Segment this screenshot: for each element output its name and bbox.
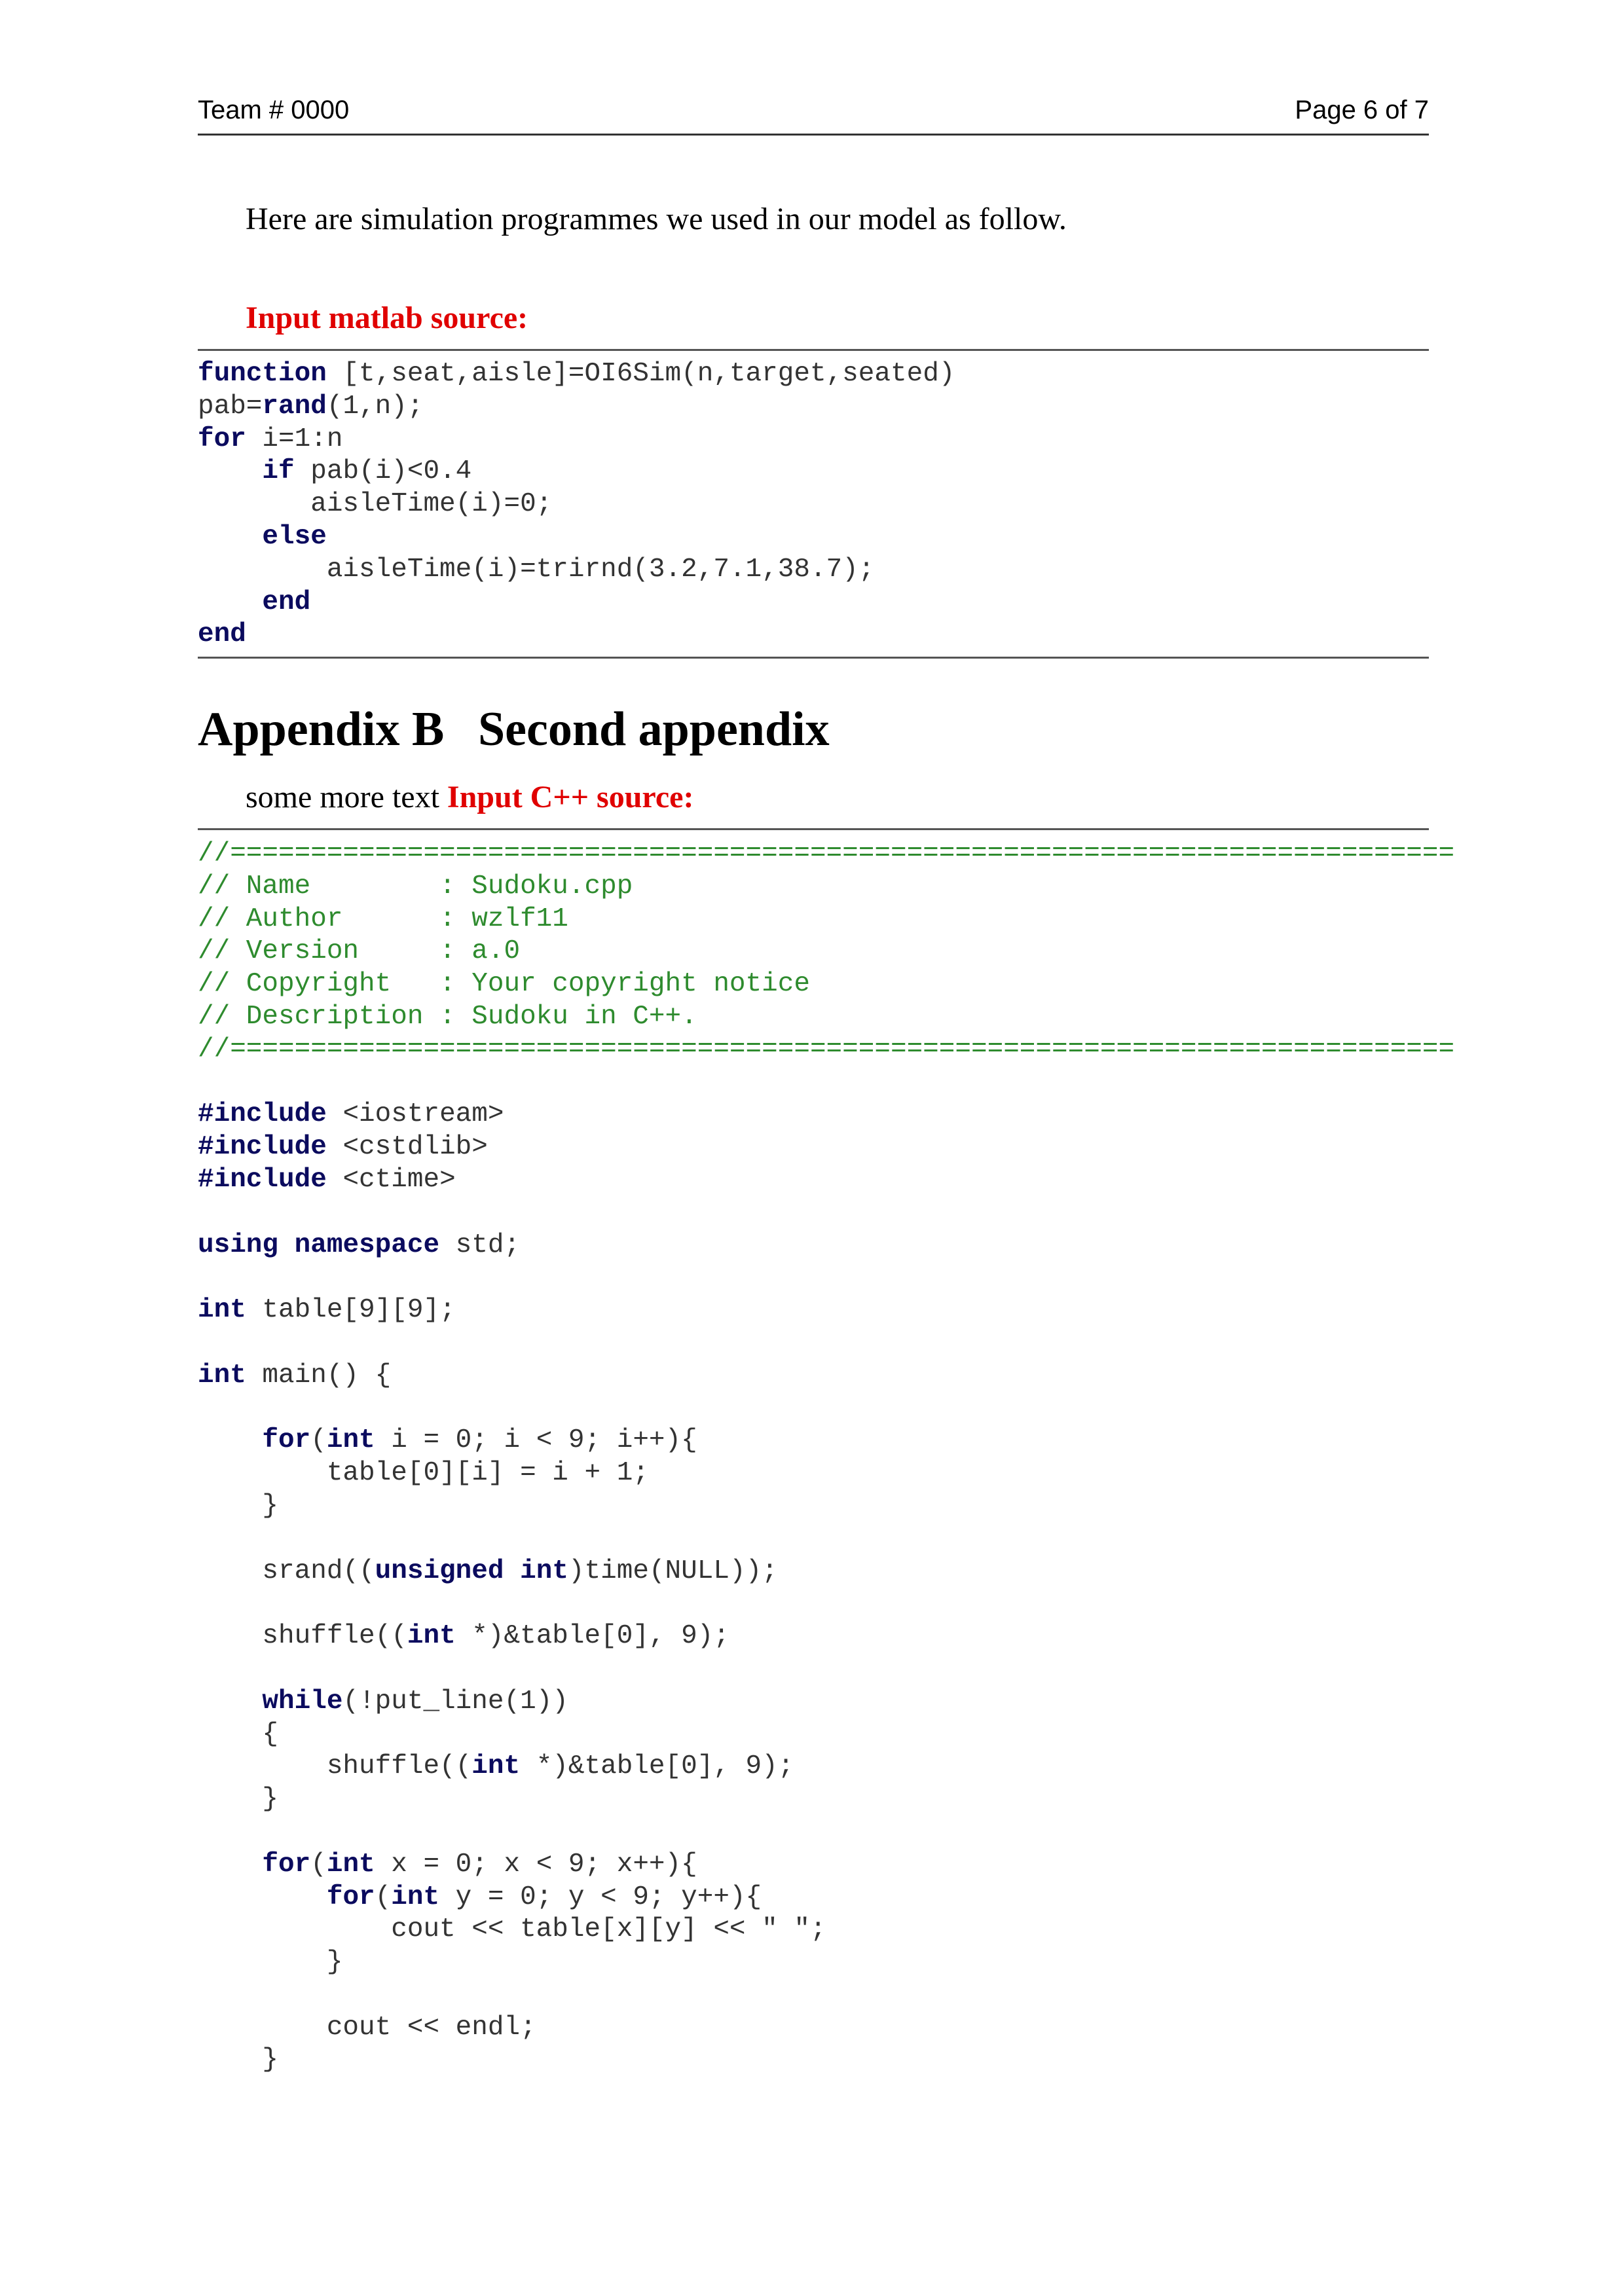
matlab-source-heading: Input matlab source: [246, 301, 528, 335]
code-line [198, 1393, 1507, 1425]
code-text [198, 522, 262, 552]
appendix-heading [198, 702, 830, 757]
code-text: { [198, 1719, 279, 1749]
code-keyword: else [262, 521, 327, 552]
code-line [198, 554, 1507, 587]
cpp-listing-top-rule [198, 828, 1429, 830]
code-text: cout << endl; [198, 2012, 536, 2043]
code-keyword: int [198, 1360, 246, 1391]
code-line [198, 1066, 1507, 1099]
code-line [198, 1131, 1507, 1164]
code-text: <ctime> [326, 1164, 456, 1195]
code-keyword: end [262, 587, 311, 617]
code-text: pab= [198, 391, 263, 422]
code-keyword: function [198, 359, 327, 389]
code-line [198, 968, 1507, 1001]
code-keyword: for [326, 1882, 375, 1912]
code-keyword: while [262, 1686, 343, 1717]
code-line [198, 871, 1507, 903]
code-text: aisleTime(i)=0; [198, 489, 553, 520]
code-text: (1,n); [326, 391, 424, 422]
appendix-text: some more text [246, 780, 447, 814]
code-keyword: for [262, 1425, 311, 1456]
code-text: } [198, 2045, 279, 2075]
code-text: table[9][9]; [246, 1295, 456, 1326]
code-text: shuffle(( [198, 1751, 472, 1782]
code-line [198, 488, 1507, 521]
code-line [198, 1653, 1507, 1686]
code-text: shuffle(( [198, 1621, 407, 1652]
code-comment: // Author : wzlf11 [198, 903, 568, 934]
code-keyword: int [326, 1849, 375, 1880]
code-line [198, 1620, 1507, 1653]
code-keyword: for [198, 424, 246, 454]
code-text: } [198, 1490, 279, 1521]
code-text: x = 0; x < 9; x++){ [375, 1849, 697, 1880]
code-line [198, 1523, 1507, 1556]
code-text [198, 1850, 262, 1880]
code-line [198, 1556, 1507, 1588]
code-text: ( [310, 1849, 327, 1880]
code-text: y = 0; y < 9; y++){ [439, 1882, 762, 1912]
code-keyword: int [391, 1882, 440, 1912]
code-keyword: unsigned [375, 1556, 504, 1586]
code-keyword: rand [262, 391, 327, 422]
code-text: srand(( [198, 1556, 375, 1586]
code-line [198, 1457, 1507, 1490]
code-text: <iostream> [326, 1099, 504, 1130]
code-line [198, 1099, 1507, 1131]
matlab-listing-top-rule [198, 349, 1429, 351]
code-keyword: #include [198, 1099, 327, 1130]
code-line [198, 1360, 1507, 1393]
code-line [198, 1719, 1507, 1751]
code-line [198, 1164, 1507, 1197]
code-text: main() { [246, 1360, 392, 1391]
code-line [198, 1979, 1507, 2012]
code-text: ( [375, 1882, 392, 1912]
code-keyword: if [262, 456, 295, 487]
code-text: )time(NULL)); [568, 1556, 778, 1586]
code-keyword: end [198, 619, 246, 650]
code-line [198, 391, 1507, 424]
code-keyword: namespace [294, 1230, 440, 1260]
code-line [198, 1751, 1507, 1783]
code-comment: // Description : Sudoku in C++. [198, 1001, 697, 1032]
code-line [198, 1914, 1507, 1946]
code-line [198, 1946, 1507, 1979]
code-text [278, 1230, 295, 1260]
code-text [198, 456, 262, 486]
code-text: *)&table[0], 9); [520, 1751, 794, 1782]
code-line [198, 1882, 1507, 1914]
code-line [198, 1783, 1507, 1816]
code-text: i = 0; i < 9; i++){ [375, 1425, 697, 1456]
code-line [198, 1588, 1507, 1620]
code-line [198, 1034, 1507, 1066]
code-comment: // Copyright : Your copyright notice [198, 969, 810, 1000]
code-comment: //============================================================================ [198, 1034, 1455, 1065]
code-text: i=1:n [246, 424, 343, 454]
code-text: aisleTime(i)=trirnd(3.2,7.1,38.7); [198, 554, 875, 585]
code-keyword: int [326, 1425, 375, 1456]
code-keyword: using [198, 1230, 279, 1260]
code-line [198, 1262, 1507, 1294]
intro-paragraph: Here are simulation programmes we used in our model as follow. [246, 202, 1067, 236]
code-keyword: int [198, 1295, 246, 1326]
code-line [198, 1816, 1507, 1849]
code-comment: // Name : Sudoku.cpp [198, 871, 633, 902]
code-keyword: int [520, 1556, 568, 1586]
code-text [504, 1556, 521, 1586]
code-line [198, 587, 1507, 619]
code-line [198, 1001, 1507, 1034]
cpp-code-listing [198, 838, 1507, 2077]
code-line [198, 1197, 1507, 1230]
code-text: *)&table[0], 9); [455, 1621, 729, 1652]
code-line [198, 1849, 1507, 1882]
code-line [198, 424, 1507, 456]
code-text: std; [439, 1230, 521, 1260]
code-line [198, 903, 1507, 936]
code-text: } [198, 1784, 279, 1815]
code-line [198, 1230, 1507, 1262]
code-comment: // Version : a.0 [198, 936, 521, 967]
code-keyword: #include [198, 1164, 327, 1195]
code-line [198, 521, 1507, 554]
code-line [198, 1490, 1507, 1523]
code-text: <cstdlib> [326, 1132, 488, 1163]
team-number: Team # 0000 [198, 96, 350, 124]
code-keyword: int [407, 1621, 456, 1652]
code-line [198, 2012, 1507, 2045]
matlab-code-listing [198, 358, 1507, 651]
code-line [198, 838, 1507, 871]
code-line [198, 1294, 1507, 1327]
code-line [198, 1425, 1507, 1457]
cpp-source-heading: Input C++ source: [447, 780, 694, 814]
code-text: (!put_line(1)) [342, 1686, 568, 1717]
code-line [198, 1327, 1507, 1360]
code-text [198, 587, 262, 617]
appendix-title: Second appendix [478, 702, 830, 756]
code-keyword: #include [198, 1132, 327, 1163]
code-comment: //============================================================================ [198, 839, 1455, 869]
page-header [198, 93, 1429, 136]
code-text [198, 1882, 327, 1912]
code-line [198, 358, 1507, 391]
code-text [198, 1686, 262, 1717]
code-keyword: for [262, 1849, 311, 1880]
code-line [198, 936, 1507, 968]
code-text: cout << table[x][y] << " "; [198, 1914, 826, 1945]
code-text: table[0][i] = i + 1; [198, 1458, 649, 1489]
code-line [198, 1686, 1507, 1719]
appendix-number: Appendix B [198, 702, 445, 756]
code-line [198, 2044, 1507, 2077]
appendix-paragraph [246, 779, 693, 815]
code-text [198, 1425, 262, 1455]
code-text: pab(i)<0.4 [294, 456, 472, 487]
code-text: [t,seat,aisle]=OI6Sim(n,target,seated) [326, 359, 955, 389]
code-line [198, 619, 1507, 651]
code-text: } [198, 1947, 343, 1978]
code-keyword: int [471, 1751, 521, 1782]
page-number: Page 6 of 7 [1295, 96, 1429, 124]
code-text: ( [310, 1425, 327, 1456]
code-line [198, 456, 1507, 488]
matlab-listing-bottom-rule [198, 657, 1429, 659]
